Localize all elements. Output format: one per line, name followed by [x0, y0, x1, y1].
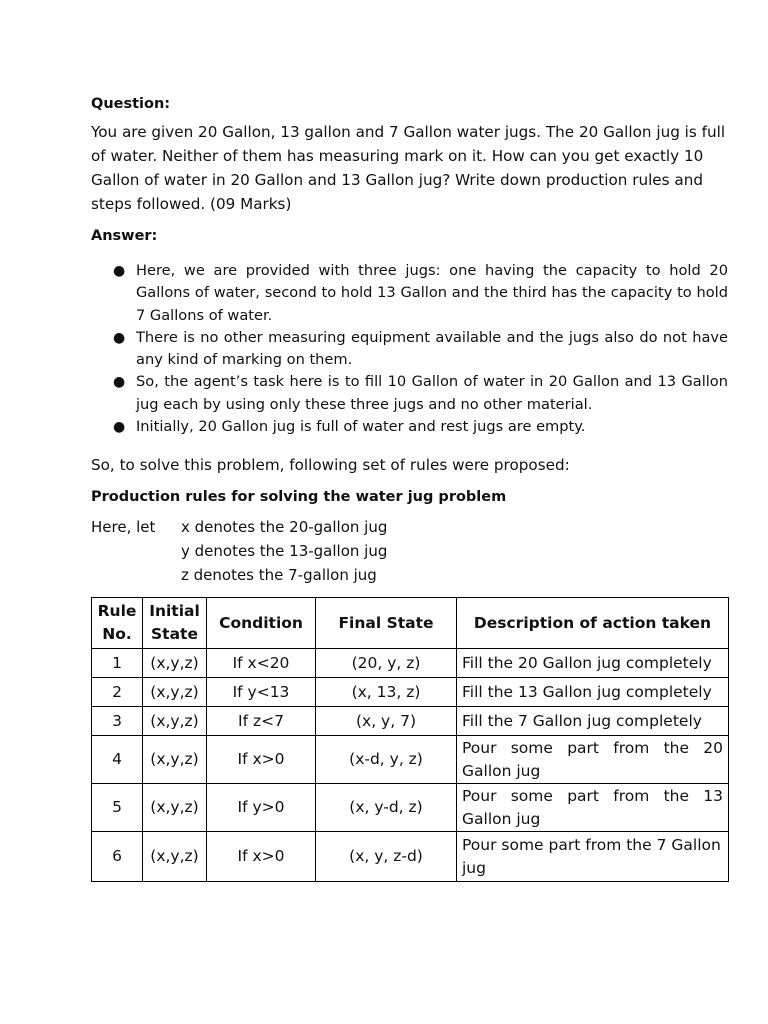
- cell-rule-no: 1: [92, 649, 143, 678]
- table-row: [92, 678, 729, 707]
- bullet-icon: ●: [113, 329, 126, 346]
- cell-initial-state: (x,y,z): [143, 678, 207, 707]
- cell-final-state: (x, y-d, z): [316, 784, 457, 832]
- bullet-text: Initially, 20 Gallon jug is full of water and rest jugs are empty.: [136, 418, 586, 436]
- document-page: [91, 96, 728, 882]
- bullet-item: [91, 416, 728, 438]
- table-row: [92, 784, 729, 832]
- cell-condition: If y<13: [207, 678, 316, 707]
- cell-final-state: (20, y, z): [316, 649, 457, 678]
- variable-definitions: [91, 515, 728, 587]
- cell-initial-state: (x,y,z): [143, 784, 207, 832]
- cell-condition: If x>0: [207, 736, 316, 784]
- cell-initial-state: (x,y,z): [143, 649, 207, 678]
- cell-rule-no: 3: [92, 707, 143, 736]
- cell-final-state: (x, 13, z): [316, 678, 457, 707]
- bullet-text: There is no other measuring equipment available and the jugs also do not have any kind of marking on them.: [136, 328, 728, 369]
- table-row: [92, 832, 729, 882]
- rules-heading: Production rules for solving the water jug problem: [91, 489, 507, 506]
- cell-rule-no: 6: [92, 832, 143, 882]
- bullet-icon: ●: [113, 419, 126, 436]
- header-initial-state: Initial State: [143, 598, 207, 649]
- bullet-icon: ●: [113, 374, 126, 391]
- cell-description: Pour some part from the 20 Gallon jug: [457, 736, 729, 784]
- bullet-text: So, the agent’s task here is to fill 10 Gallon of water in 20 Gallon and 13 Gallon jug each by using only these three jugs and no other material.: [136, 373, 728, 413]
- cell-final-state: (x, y, z-d): [316, 832, 457, 882]
- bullet-item: [91, 371, 728, 416]
- cell-rule-no: 4: [92, 736, 143, 784]
- cell-initial-state: (x,y,z): [143, 736, 207, 784]
- question-heading: Question:: [91, 96, 171, 112]
- cell-rule-no: 5: [92, 784, 143, 832]
- header-condition: Condition: [207, 598, 316, 649]
- solve-line: So, to solve this problem, following set of rules were proposed:: [91, 456, 570, 475]
- cell-final-state: (x-d, y, z): [316, 736, 457, 784]
- cell-condition: If z<7: [207, 707, 316, 736]
- cell-description: Fill the 13 Gallon jug completely: [457, 678, 729, 707]
- bullet-icon: ●: [113, 263, 126, 279]
- answer-bullet-list: [91, 260, 728, 438]
- bullet-text: Here, we are provided with three jugs: one having the capacity to hold 20 Gallons of water, second to hold 13 Gallon and the third has the capacity to hold 7 Gallons of water.: [136, 262, 728, 324]
- header-description: Description of action taken: [457, 598, 729, 649]
- header-rule-no: Rule No.: [92, 598, 143, 649]
- cell-description: Pour some part from the 7 Gallon jug: [457, 832, 729, 882]
- production-rules-table: [91, 597, 729, 882]
- table-row: [92, 649, 729, 678]
- definition-y: y denotes the 13-gallon jug: [181, 542, 388, 561]
- cell-initial-state: (x,y,z): [143, 707, 207, 736]
- table-row: [92, 736, 729, 784]
- cell-description: Fill the 20 Gallon jug completely: [457, 649, 729, 678]
- let-label: Here, let: [91, 518, 156, 537]
- definition-x: x denotes the 20-gallon jug: [181, 518, 388, 537]
- cell-rule-no: 2: [92, 678, 143, 707]
- cell-description: Pour some part from the 13 Gallon jug: [457, 784, 729, 832]
- cell-initial-state: (x,y,z): [143, 832, 207, 882]
- cell-condition: If y>0: [207, 784, 316, 832]
- bullet-item: [91, 260, 728, 327]
- header-final-state: Final State: [316, 598, 457, 649]
- cell-condition: If x>0: [207, 832, 316, 882]
- bullet-item: [91, 327, 728, 372]
- cell-final-state: (x, y, 7): [316, 707, 457, 736]
- cell-description: Fill the 7 Gallon jug completely: [457, 707, 729, 736]
- definition-z: z denotes the 7-gallon jug: [181, 566, 377, 585]
- table-row: [92, 707, 729, 736]
- question-text: You are given 20 Gallon, 13 gallon and 7 Gallon water jugs. The 20 Gallon jug is full of water. Neither of them has measuring mark on it. How can you get exactly 10 Gallon of water in 20 Gallon and 13 Gallon jug? Write down production rules and steps followed. (09 Marks): [91, 123, 726, 213]
- answer-heading: Answer:: [91, 228, 158, 244]
- table-header-row: [92, 598, 729, 649]
- cell-condition: If x<20: [207, 649, 316, 678]
